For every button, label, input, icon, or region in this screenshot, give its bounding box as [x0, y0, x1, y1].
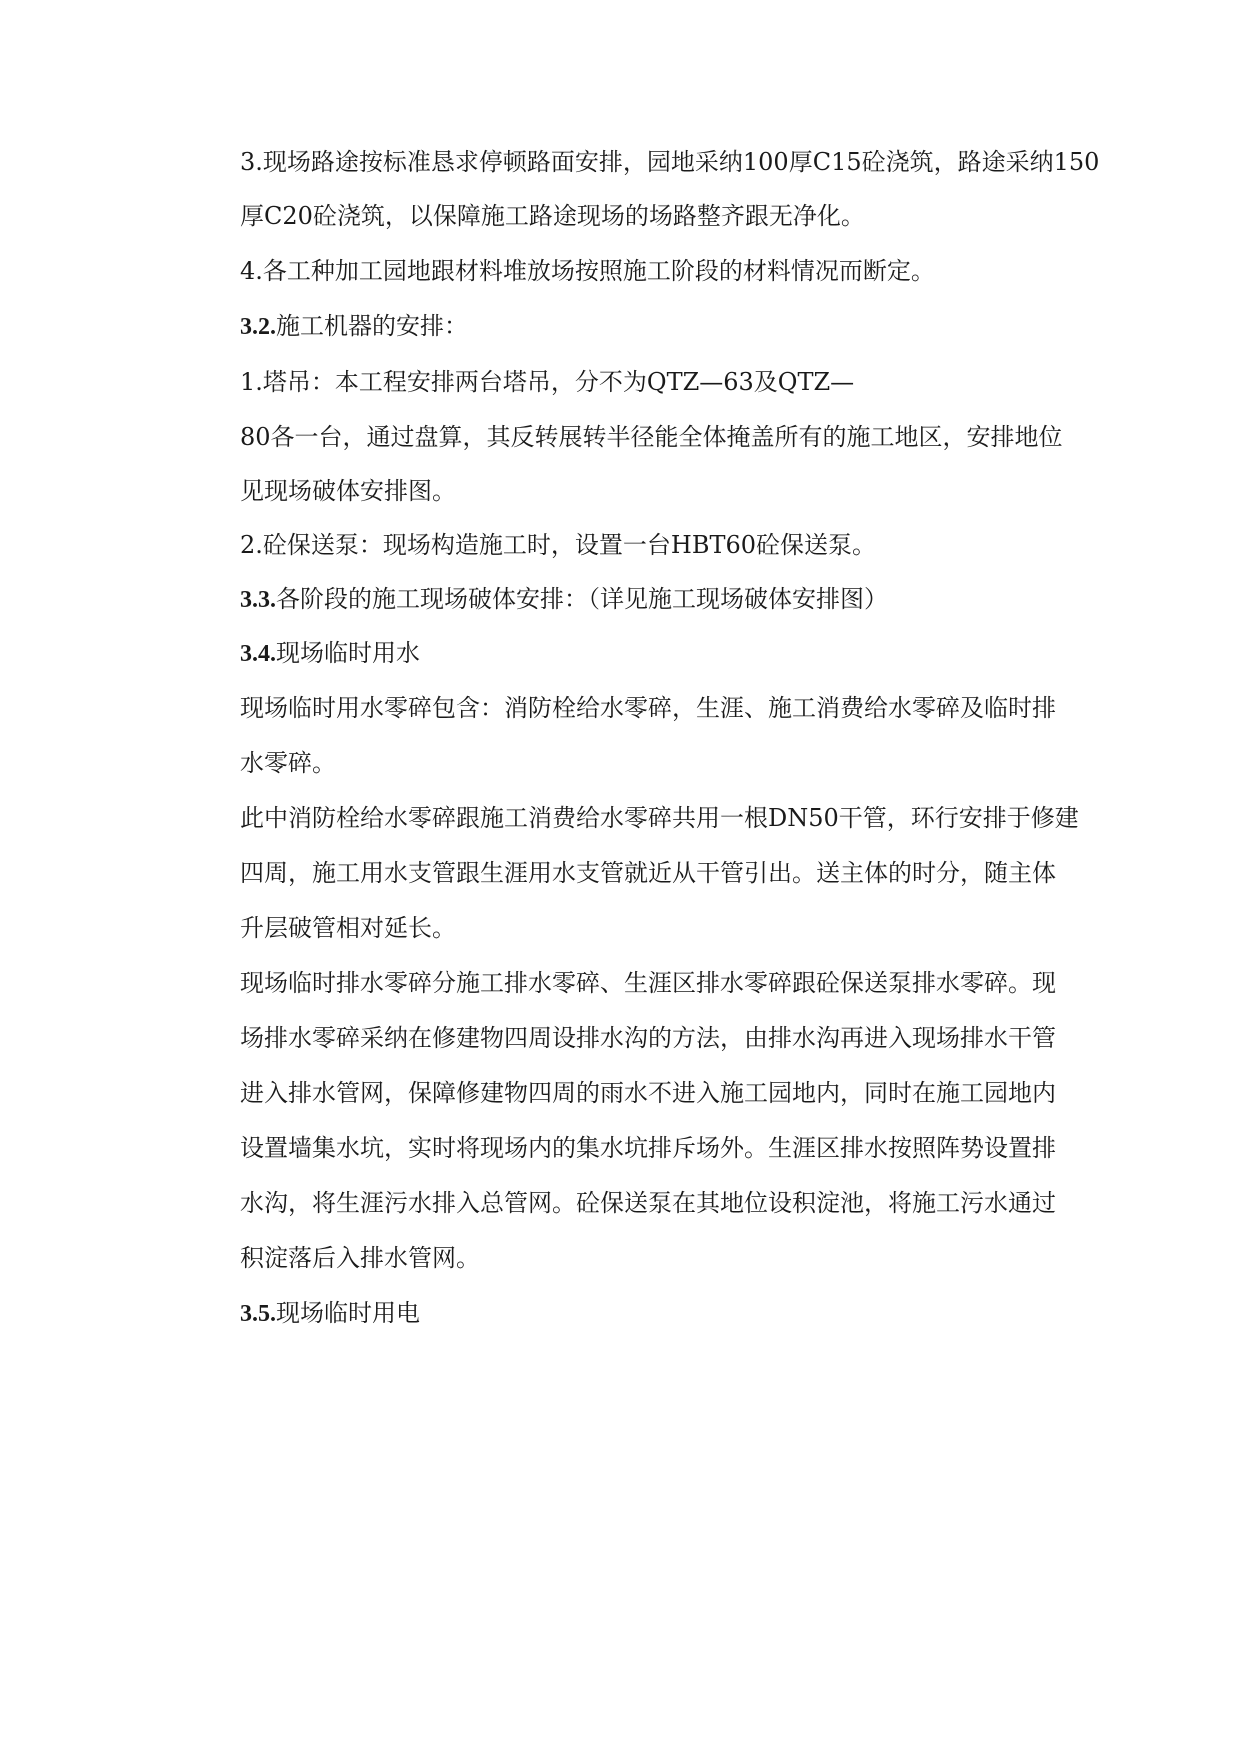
section-heading-3-5	[240, 1298, 420, 1329]
section-number: 3.3.	[240, 587, 276, 613]
paragraph-line: 水沟，将生涯污水排入总管网。砼保送泵在其地位设积淀池，将施工污水通过	[240, 1189, 1056, 1217]
section-heading-3-2	[240, 311, 468, 342]
paragraph-line: 现场临时用水零碎包含：消防栓给水零碎，生涯、施工消费给水零碎及临时排	[240, 694, 1056, 722]
paragraph-line: 现场临时排水零碎分施工排水零碎、生涯区排水零碎跟砼保送泵排水零碎。现	[240, 969, 1056, 997]
paragraph-line: 此中消防栓给水零碎跟施工消费给水零碎共用一根DN50干管，环行安排于修建	[240, 804, 1079, 832]
paragraph-line: 四周，施工用水支管跟生涯用水支管就近从干管引出。送主体的时分，随主体	[240, 859, 1056, 887]
section-title: 施工机器的安排：	[276, 312, 468, 340]
paragraph-line: 进入排水管网，保障修建物四周的雨水不进入施工园地内，同时在施工园地内	[240, 1079, 1056, 1107]
section-title: 现场临时用电	[276, 1299, 420, 1327]
paragraph-line: 升层破管相对延长。	[240, 914, 456, 942]
paragraph-line: 积淀落后入排水管网。	[240, 1244, 480, 1272]
paragraph-line: 水零碎。	[240, 749, 336, 777]
paragraph-line: 厚C20砼浇筑，以保障施工路途现场的场路整齐跟无净化。	[240, 202, 865, 230]
section-heading-3-4	[240, 638, 420, 669]
section-heading-3-3	[240, 584, 888, 615]
paragraph-line: 场排水零碎采纳在修建物四周设排水沟的方法，由排水沟再进入现场排水干管	[240, 1024, 1056, 1052]
section-number: 3.4.	[240, 641, 276, 667]
section-title: 现场临时用水	[276, 639, 420, 667]
paragraph-line: 80各一台，通过盘算，其反转展转半径能全体掩盖所有的施工地区，安排地位	[240, 423, 1063, 451]
paragraph-line: 1.塔吊：本工程安排两台塔吊，分不为QTZ—63及QTZ—	[240, 368, 855, 396]
paragraph-line: 3.现场路途按标准恳求停顿路面安排，园地采纳100厚C15砼浇筑，路途采纳150	[240, 148, 1100, 176]
paragraph-line: 4.各工种加工园地跟材料堆放场按照施工阶段的材料情况而断定。	[240, 257, 935, 285]
paragraph-line: 设置墙集水坑，实时将现场内的集水坑排斥场外。生涯区排水按照阵势设置排	[240, 1134, 1056, 1162]
section-number: 3.5.	[240, 1301, 276, 1327]
section-title: 各阶段的施工现场破体安排：（详见施工现场破体安排图）	[276, 585, 888, 613]
section-number: 3.2.	[240, 314, 276, 340]
paragraph-line: 2.砼保送泵：现场构造施工时，设置一台HBT60砼保送泵。	[240, 531, 877, 559]
paragraph-line: 见现场破体安排图。	[240, 477, 456, 505]
